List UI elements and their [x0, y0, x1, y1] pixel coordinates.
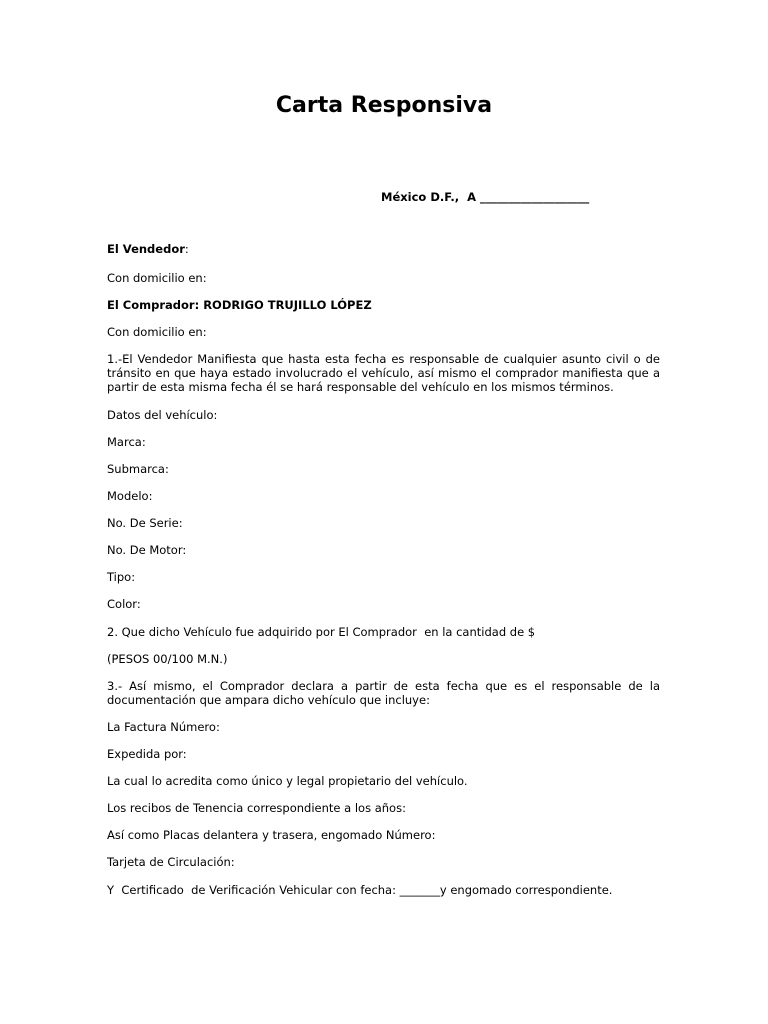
- clause-1-line-1: 1.-El Vendedor Manifiesta que hasta esta fecha es responsable de cualquier asunto civil o de: [107, 352, 660, 366]
- marca-field: Marca:: [107, 435, 146, 449]
- comprador-domicilio: Con domicilio en:: [107, 325, 207, 339]
- datos-vehiculo: Datos del vehículo:: [107, 408, 218, 422]
- clause-1-line-2: tránsito en que haya estado involucrado el vehículo, así mismo el comprador manifiesta que a: [107, 366, 660, 380]
- clause-1-line-3: partir de esta misma fecha él se hará responsable del vehículo en los mismos términos.: [107, 380, 614, 394]
- clause-3-line-2: documentación que ampara dicho vehículo que incluye:: [107, 693, 430, 707]
- comprador-name: RODRIGO TRUJILLO LÓPEZ: [199, 298, 372, 312]
- date-line: México D.F., A ___________________: [381, 190, 590, 204]
- tenencia-line: Los recibos de Tenencia correspondiente a los años:: [107, 801, 406, 815]
- vendedor-domicilio: Con domicilio en:: [107, 271, 207, 285]
- vendedor-colon: :: [184, 242, 189, 256]
- tarjeta-line: Tarjeta de Circulación:: [107, 855, 235, 869]
- vendedor-label: El Vendedor: [107, 242, 185, 256]
- acredita-line: La cual lo acredita como único y legal propietario del vehículo.: [107, 774, 468, 788]
- certificado-line: Y Certificado de Verificación Vehicular con fecha: _______y engomado correspondiente.: [107, 883, 613, 897]
- factura-field: La Factura Número:: [107, 720, 220, 734]
- document-title: Carta Responsiva: [275, 93, 493, 118]
- pesos-line: (PESOS 00/100 M.N.): [107, 652, 228, 666]
- serie-field: No. De Serie:: [107, 516, 183, 530]
- vendedor-line: [107, 242, 189, 256]
- clause-1: [107, 352, 660, 394]
- color-field: Color:: [107, 597, 141, 611]
- comprador-line: [107, 298, 372, 312]
- placas-line: Así como Placas delantera y trasera, engomado Número:: [107, 828, 436, 842]
- comprador-label: El Comprador:: [107, 298, 200, 312]
- clause-3: [107, 679, 660, 707]
- modelo-field: Modelo:: [107, 489, 153, 503]
- submarca-field: Submarca:: [107, 462, 169, 476]
- motor-field: No. De Motor:: [107, 543, 187, 557]
- tipo-field: Tipo:: [107, 570, 136, 584]
- expedida-field: Expedida por:: [107, 747, 187, 761]
- clause-3-line-1: 3.- Así mismo, el Comprador declara a partir de esta fecha que es el responsable de la: [107, 679, 660, 693]
- clause-2: 2. Que dicho Vehículo fue adquirido por El Comprador en la cantidad de $: [107, 625, 536, 639]
